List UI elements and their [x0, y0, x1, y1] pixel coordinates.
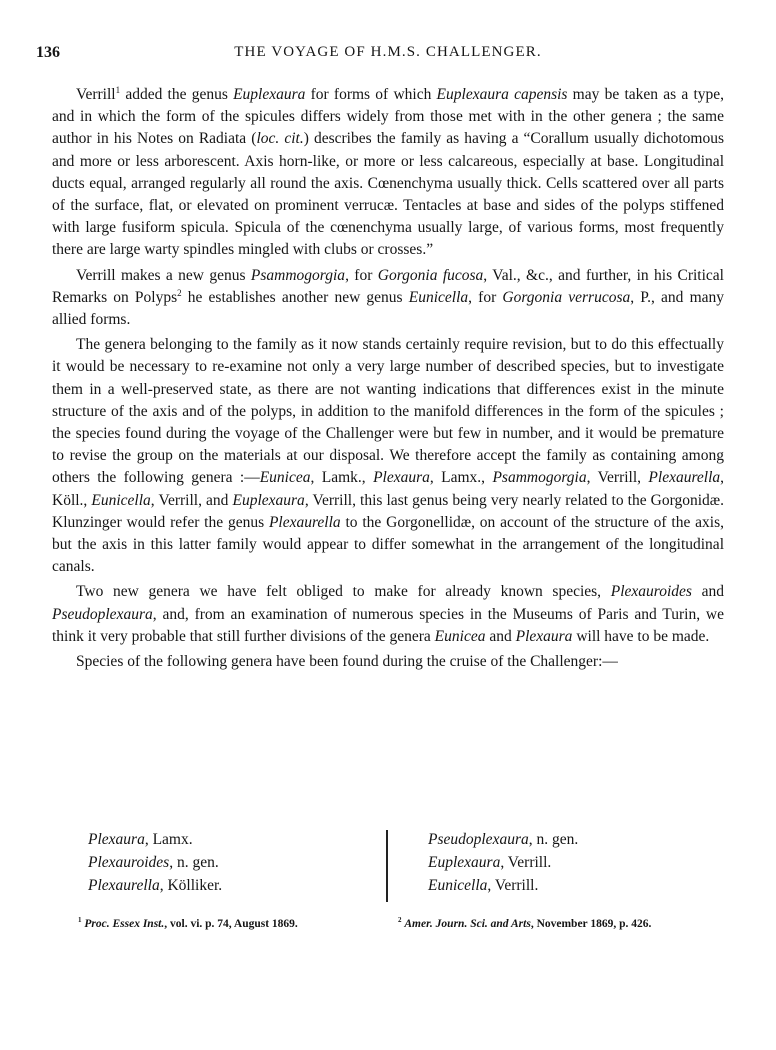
- text-run: added the genus: [120, 86, 234, 103]
- italic-text: Euplexaura: [233, 86, 306, 103]
- italic-text: Psammogorgia: [492, 469, 587, 487]
- running-title: THE VOYAGE OF H.M.S. CHALLENGER.: [234, 44, 542, 60]
- text-run: , n. gen.: [169, 854, 219, 871]
- text-run: for forms of which: [305, 86, 437, 103]
- paragraph: [52, 265, 724, 332]
- footnote: [398, 918, 651, 930]
- text-run: , Kölliker.: [159, 877, 223, 894]
- text-run: ) describes the family as having a “Corallum usually dichotomous and more or less arborescent. Axis horn-like, or more or less calcareous, especially at base. Longitudinal ducts equal, arranged regularly all round the axis. Cœnenchyma usually thick. Cells scattered over all parts of the surface, flat, or elevated on prominent verrucæ. Tentacles at base and sides of the polyps stiffened with large fusiform spicula. Spicula of the cœnenchyma usually large, of various forms, most frequently there are large warty spindles mingled with clubs or crosses.”: [52, 130, 724, 259]
- italic-text: Plexaurella: [648, 469, 721, 487]
- text-run: , Val., &c., and further, in his Critical Remarks on Polyps: [52, 266, 724, 306]
- italic-text: Plexaura: [88, 831, 145, 848]
- italic-text: Plexauroides: [88, 854, 170, 871]
- italic-text: Eunicea: [259, 469, 311, 487]
- genus-entry: [428, 851, 578, 874]
- text-run: , Verrill, this last genus being very nearly related to the Gorgonidæ. Klunzinger would refer the genus: [52, 491, 725, 531]
- genera-list: [52, 828, 724, 906]
- italic-text: Eunicella: [428, 877, 488, 894]
- text-run: , vol. vi. p. 74, August 1869.: [164, 918, 298, 930]
- footnote-marker: 2: [398, 916, 402, 924]
- italic-text: Plexaurella: [268, 513, 341, 531]
- text-run: The genera belonging to the family as it now stands certainly require revision, but to do this effectually it would be necessary to re-examine not only a very large number of described species, but to investigate them in a well-preserved state, as there are not wanting indications that differences exist in the minute structure of the axis and of the polyps, in addition to the manifold differences in the form of the spicules ; the species found during the voyage of the Challenger were but few in number, and it would be premature to revise the group on the materials at our disposal. We therefore accept the family as containing among others the following genera :—: [52, 336, 724, 487]
- italic-text: Euplexaura: [428, 854, 501, 871]
- italic-text: Plexaura: [373, 469, 430, 487]
- genus-entry: [88, 874, 222, 897]
- text-run: , P., and many allied forms.: [52, 288, 725, 329]
- genera-column-left: [88, 828, 222, 897]
- italic-text: Proc. Essex Inst.: [84, 918, 165, 930]
- text-run: may be taken as a type, and in which the form of the spicules differs widely from those met with in the other genera ; the same author in his Notes on Radiata (: [52, 86, 725, 148]
- italic-text: Pseudoplexaura: [428, 831, 529, 848]
- text-run: , Lamx.,: [429, 469, 493, 487]
- text-run: Species of the following genera have been found during the cruise of the Challenger:—: [76, 653, 618, 671]
- paragraph: [52, 651, 724, 673]
- text-run: , Verrill.: [487, 877, 539, 894]
- italic-text: Eunicea: [434, 627, 486, 645]
- italic-text: Euplexaura: [232, 491, 305, 509]
- italic-text: Plexauroides: [610, 583, 692, 601]
- text-run: , Verrill, and: [150, 491, 233, 509]
- text-run: , Köll.,: [52, 469, 725, 509]
- italic-text: Eunicella: [408, 288, 469, 306]
- italic-text: Amer. Journ. Sci. and Arts: [404, 918, 531, 930]
- text-run: Two new genera we have felt obliged to make for already known species,: [76, 583, 611, 601]
- page-header: [36, 44, 740, 68]
- text-run: , Verrill,: [586, 469, 649, 487]
- text-run: and: [485, 627, 516, 645]
- text-run: , Verrill.: [500, 854, 552, 871]
- italic-text: Gorgonia verrucosa: [502, 288, 631, 306]
- text-run: , for: [345, 266, 378, 284]
- genus-entry: [428, 874, 578, 897]
- italic-text: Plexaurella: [88, 877, 160, 894]
- paragraph: [52, 581, 724, 648]
- text-run: Verrill: [76, 86, 116, 103]
- genus-entry: [88, 851, 222, 874]
- body-text: [52, 84, 724, 676]
- italic-text: Pseudoplexaura: [52, 605, 153, 623]
- genus-entry: [88, 828, 222, 851]
- footnote-marker: 1: [78, 916, 82, 924]
- paragraph: [52, 84, 724, 262]
- italic-text: Plexaura: [515, 627, 573, 645]
- footnote: [78, 918, 298, 930]
- text-run: , Lamx.: [144, 831, 193, 848]
- text-run: to the Gorgonellidæ, on account of the structure of the axis, but the axis in this latter family would appear to differ somewhat in the arrangement of the longitudinal canals.: [52, 513, 724, 576]
- footnote-marker: 2: [177, 287, 182, 298]
- text-run: will have to be made.: [572, 627, 710, 645]
- italic-text: loc. cit.: [256, 130, 304, 148]
- text-run: , November 1869, p. 426.: [530, 918, 652, 930]
- text-run: and: [691, 583, 724, 601]
- italic-text: Gorgonia fucosa: [377, 266, 484, 284]
- italic-text: Eunicella: [91, 491, 151, 509]
- italic-text: Euplexaura capensis: [436, 86, 568, 103]
- italic-text: Psammogorgia: [250, 266, 346, 284]
- genus-entry: [428, 828, 578, 851]
- paragraph: [52, 334, 724, 578]
- text-run: he establishes another new genus: [181, 288, 409, 306]
- text-run: , and, from an examination of numerous species in the Museums of Paris and Turin, we think it very probable that still further divisions of the genera: [52, 605, 724, 645]
- text-run: Verrill makes a new genus: [76, 266, 251, 284]
- page-number: 136: [36, 44, 60, 61]
- footnote-marker: 1: [115, 85, 121, 95]
- column-divider: [386, 830, 388, 902]
- text-run: , Lamk.,: [310, 469, 374, 487]
- genera-column-right: [428, 828, 578, 897]
- text-run: , for: [468, 288, 503, 306]
- text-run: , n. gen.: [528, 831, 579, 848]
